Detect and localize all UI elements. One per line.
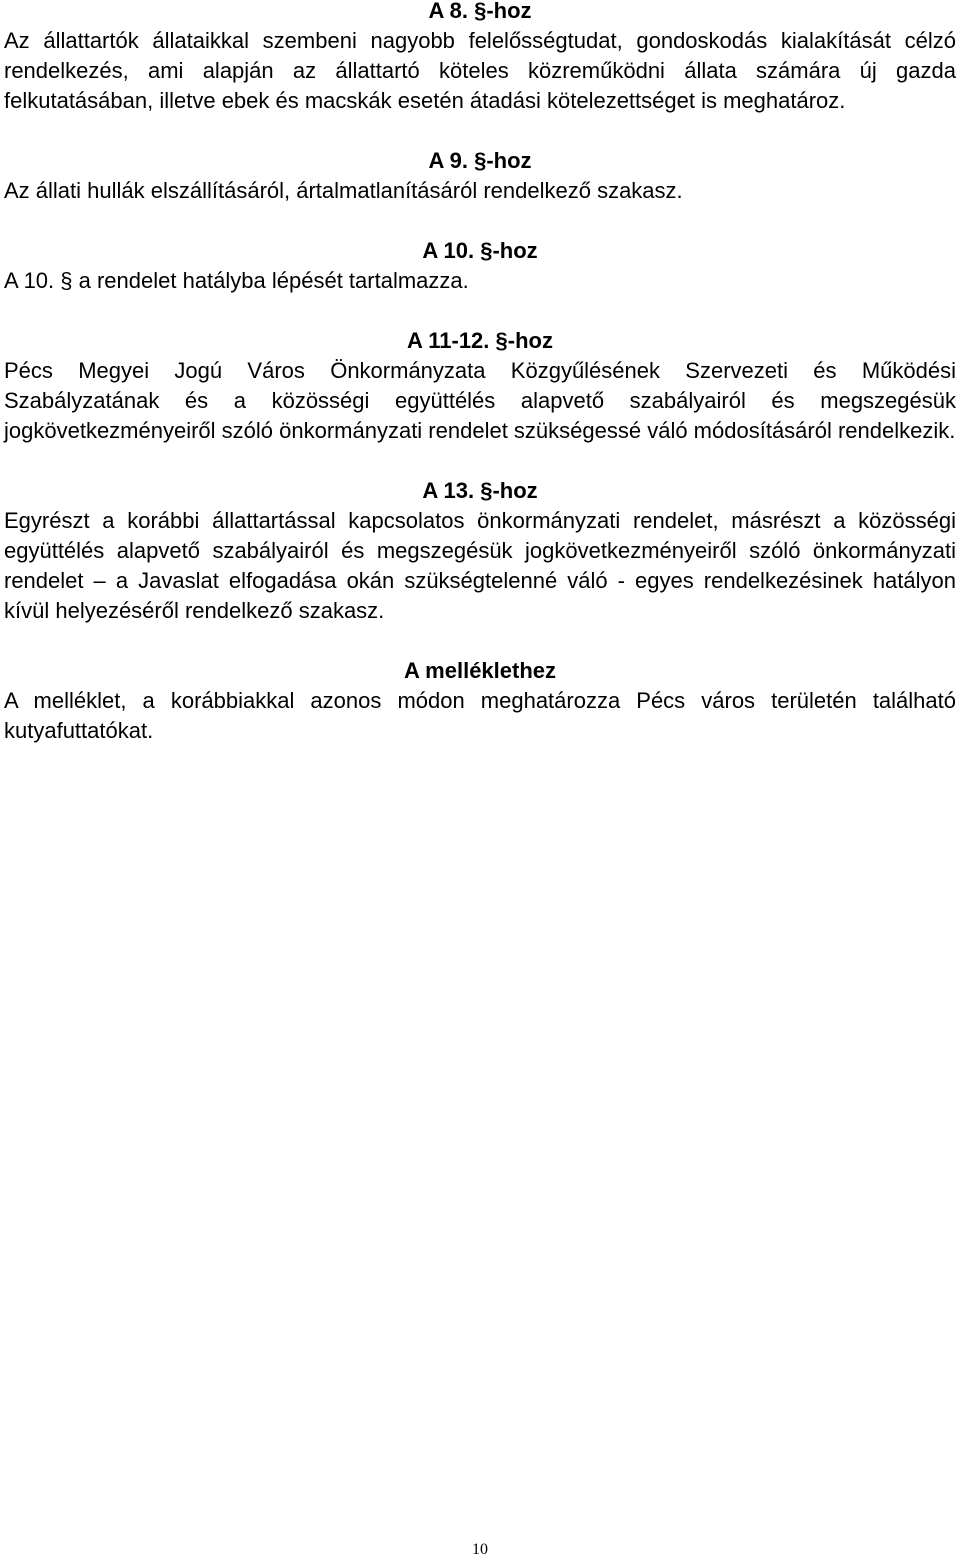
section-13 [4,476,956,626]
page-number: 10 [472,1541,488,1558]
section-heading: A melléklethez [403,658,557,683]
section-gap [4,206,956,236]
section-10 [4,236,956,296]
document-content [4,0,956,746]
section-body: A 10. § a rendelet hatályba lépését tartalmazza. [4,268,469,293]
section-11-12 [4,326,956,446]
section-heading: A 10. §-hoz [422,238,538,263]
section-heading: A 13. §-hoz [422,478,538,503]
section-heading: A 8. §-hoz [428,0,532,23]
section-gap [4,446,956,476]
section-gap [4,626,956,656]
section-body: Pécs Megyei Jogú Város Önkormányzata Közgyűlésének Szervezeti és Működési Szabályzatának és a közösségi együttélés alapvető szabályairól és megszegésük jogkövetkezményeiről szóló önkormányzati rendelet szükségessé váló módosításáról rendelkezik. [4,358,956,443]
section-gap [4,116,956,146]
section-9 [4,146,956,206]
section-gap [4,296,956,326]
section-body: A melléklet, a korábbiakkal azonos módon meghatározza Pécs város területén található kutyafuttatókat. [4,688,956,743]
section-heading: A 9. §-hoz [428,148,532,173]
section-heading: A 11-12. §-hoz [407,328,553,353]
section-annex [4,656,956,746]
section-body: Az állattartók állataikkal szembeni nagyobb felelősségtudat, gondoskodás kialakítását célzó rendelkezés, ami alapján az állattartó köteles közreműködni állata számára új gazda felkutatásában, illetve ebek és macskák esetén átadási kötelezettséget is meghatároz. [4,28,956,113]
section-body: Egyrészt a korábbi állattartással kapcsolatos önkormányzati rendelet, másrészt a közösségi együttélés alapvető szabályairól és megszegésük jogkövetkezményeiről szóló önkormányzati rendelet – a Javaslat elfogadása okán szükségtelenné váló - egyes rendelkezésinek hatályon kívül helyezéséről rendelkező szakasz. [4,508,956,623]
section-8 [4,0,956,116]
section-body: Az állati hullák elszállításáról, ártalmatlanításáról rendelkező szakasz. [4,178,683,203]
